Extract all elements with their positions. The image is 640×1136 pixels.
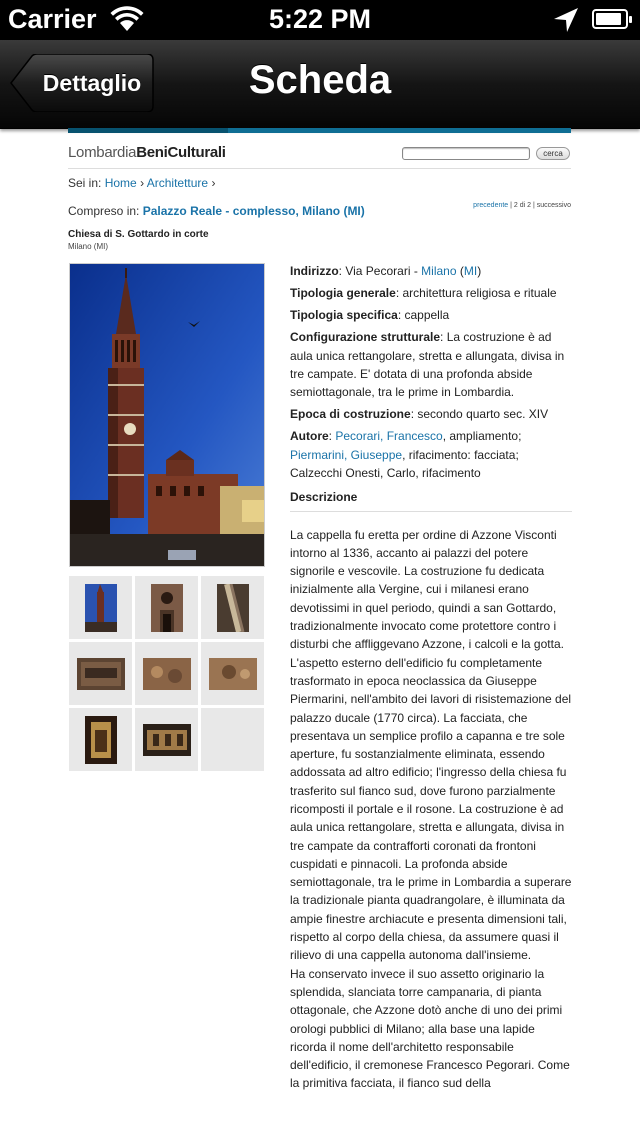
thumbnail-3[interactable] (201, 576, 264, 639)
pager-count: 2 di 2 (513, 202, 532, 209)
thumbnail-6[interactable] (201, 642, 264, 705)
item-name: Chiesa di S. Gottardo in corte (68, 229, 209, 240)
indirizzo-city-link[interactable]: Milano (421, 264, 457, 278)
breadcrumb-home-link[interactable]: Home (104, 176, 137, 190)
descrizione-divider (290, 511, 572, 512)
logo-part-lombardia: Lombardia (68, 144, 137, 161)
breadcrumb-separator: › (211, 176, 216, 190)
descrizione-heading: Descrizione (290, 490, 358, 505)
clock: 5:22 PM (268, 4, 372, 34)
epoca-label: Epoca di costruzione (290, 407, 411, 422)
location-arrow-icon (552, 6, 580, 34)
autore-2-link[interactable]: Piermarini, Giuseppe (290, 447, 403, 462)
detail-configurazione: Configurazione strutturale: La costruzione è ad aula unica rettangolare, stretta e allungata, divisa in tre campate. E' dotata di una profonda abside semiottagonale, tra le prime in Lombardia. (290, 330, 565, 400)
thumbnail-8[interactable] (135, 708, 198, 771)
breadcrumb (68, 176, 215, 190)
pager: precedente | 2 di 2 | successivo (473, 202, 571, 209)
descrizione-paragraph-2: L'aspetto esterno dell'edificio fu completamente trasformato in epoca neoclassica da Giuseppe Piermarini, nell'ambito dei lavori di risistemazione del palazzo ducale (1770 circa). La facciata, che presentava un semplice profilo a capanna e tre sole aperture, fu sostanzialmente eliminata, essendo addossata ad altro edificio; l'ingresso della chiesa fu trasferito sul fianco sud, dove furono parzialmente ricomposti il portale e il rosone. La costruzione è ad aula unica rettangolare, stretta e allungata, divisa in tre campate da contrafforti coronati da frontoni cuspidati e pinnacoli. La profonda abside semiottagonale, tra le prime in Lombardia a superare la tradizionale pianta quadrangolare, è illuminata da ampie finestre archiacute e presenta dimensioni tali, rispetto al corpo della chiesa, da assumere quasi il rilievo di una cappella autonoma dall'insieme. (290, 655, 572, 963)
descrizione-paragraph-1: La cappella fu eretta per ordine di Azzone Visconti intorno al 1336, accanto ai palazzi del potere signorile e vescovile. La costruzione fu dedicata inizialmente alla Vergine, cui i milanesi erano devotissimi in quel periodo, quindi a san Gottardo, tradizionalmente invocato come protettore contro i disturbi che affliggevano Azzone, i calcoli e la gotta. (290, 527, 564, 652)
navigation-bar (0, 40, 640, 129)
tipologia-generale-label: Tipologia generale (290, 286, 396, 301)
autore-1-link[interactable]: Pecorari, Francesco (335, 429, 443, 444)
back-button-label: Dettaglio (42, 70, 142, 96)
thumbnail-7[interactable] (69, 708, 132, 771)
indirizzo-value: Via Pecorari (345, 264, 411, 278)
autore-2-role: , rifacimento: facciata; Calzecchi Onesti, Carlo, rifacimento (290, 447, 519, 480)
thumbnail-4[interactable] (69, 642, 132, 705)
detail-tipologia-generale: Tipologia generale: architettura religiosa e rituale (290, 286, 557, 301)
breadcrumb-separator: › (140, 176, 145, 190)
epoca-value: secondo quarto sec. XIV (417, 407, 549, 422)
detail-autore: Autore: Pecorari, Francesco, ampliamento; Piermarini, Giuseppe, rifacimento: facciata; Calzecchi Onesti, Carlo, rifacimento (290, 429, 522, 480)
configurazione-value: La costruzione è ad aula unica rettangolare, stretta e allungata, divisa in tre campate. E' dotata di una profonda abside semiottagonale, tra le prime in Lombardia. (290, 330, 565, 400)
carrier-label: Carrier (8, 4, 97, 34)
battery-level (596, 13, 621, 25)
logo-part-beniculturali: BeniCulturali (136, 144, 226, 161)
status-bar (0, 0, 640, 40)
main-photo[interactable] (69, 263, 265, 567)
compreso-in (68, 204, 365, 218)
bell-tower-photo (70, 264, 265, 567)
breadcrumb-prefix: Sei in: (68, 176, 102, 190)
pager-prev-link[interactable]: precedente (473, 202, 509, 209)
site-top-bar (68, 128, 571, 133)
battery-icon (592, 9, 628, 29)
thumbnail-grid (69, 576, 265, 776)
compreso-label: Compreso in: (68, 204, 140, 218)
descrizione-text (290, 526, 572, 1093)
thumbnail-5[interactable] (135, 642, 198, 705)
page-title: Scheda (248, 58, 392, 102)
indirizzo-label: Indirizzo (290, 264, 339, 278)
search-button[interactable]: cerca (536, 147, 570, 160)
breadcrumb-architetture-link[interactable]: Architetture (146, 176, 209, 190)
thumbnail-2[interactable] (135, 576, 198, 639)
details-panel (290, 262, 572, 1093)
tipologia-specifica-label: Tipologia specifica (290, 308, 398, 323)
site-logo[interactable] (68, 144, 226, 161)
pager-next-label: successivo (536, 202, 571, 209)
detail-epoca: Epoca di costruzione: secondo quarto sec. XIV (290, 407, 549, 422)
tipologia-specifica-value: cappella (404, 308, 450, 323)
autore-1-role: , ampliamento; (442, 429, 522, 444)
item-location: Milano (MI) (68, 242, 109, 251)
tipologia-generale-value: architettura religiosa e rituale (402, 286, 557, 301)
configurazione-label: Configurazione strutturale (290, 330, 441, 345)
detail-indirizzo: Indirizzo: Via Pecorari - Milano (MI) (290, 264, 482, 278)
thumbnail-1[interactable] (69, 576, 132, 639)
detail-tipologia-specifica: Tipologia specifica: cappella (290, 308, 450, 323)
indirizzo-prov-link[interactable]: MI (463, 264, 478, 278)
compreso-link[interactable]: Palazzo Reale - complesso, Milano (MI) (142, 204, 365, 218)
thumbnail-empty (201, 708, 264, 771)
autore-label: Autore (290, 429, 329, 444)
header-divider (68, 168, 571, 169)
search-input[interactable] (402, 147, 530, 160)
descrizione-paragraph-3: Ha conservato invece il suo assetto originario la splendida, slanciata torre campanaria, di pianta ottagonale, che Azzone dotò anche di uno dei primi orologi pubblici di Milano; alla base una lapide ricorda il nome dell'architetto responsabile dell'edificio, il cremonese Francesco Pegorari. Come la primitiva facciata, il fianco sud della (290, 966, 570, 1091)
